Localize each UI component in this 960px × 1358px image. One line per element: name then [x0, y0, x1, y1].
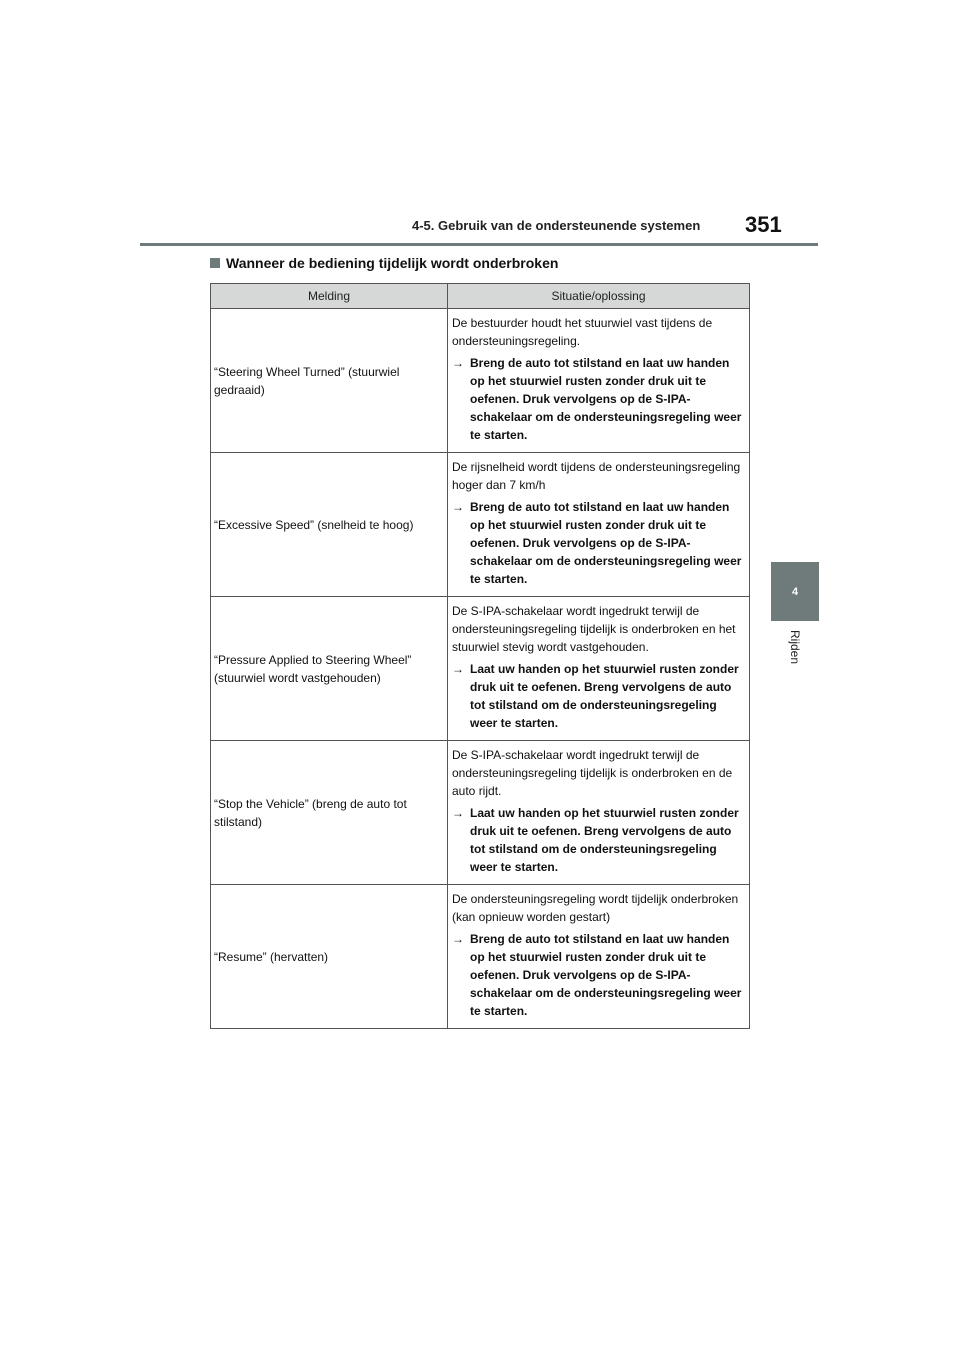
- melding-cell: “Resume” (hervatten): [211, 885, 448, 1029]
- section-heading-text: Wanneer de bediening tijdelijk wordt onderbroken: [226, 255, 559, 271]
- table-header-row: [211, 284, 750, 309]
- situatie-cell: [448, 309, 750, 453]
- situatie-description: De ondersteuningsregeling wordt tijdelijk onderbroken (kan opnieuw worden gestart): [452, 892, 739, 924]
- solution-text: Breng de auto tot stilstand en laat uw handen op het stuurwiel rusten zonder druk uit te oefenen. Druk vervolgens op de S-IPA-schakelaar om de ondersteuningsregeling weer te starten.: [470, 932, 742, 1018]
- arrow-right-icon: →: [452, 662, 464, 676]
- melding-cell: “Excessive Speed” (snelheid te hoog): [211, 453, 448, 597]
- arrow-right-icon: →: [452, 806, 464, 820]
- solution-text: Laat uw handen op het stuurwiel rusten zonder druk uit te oefenen. Breng vervolgens de auto tot stilstand om de ondersteuningsregeling weer te starten.: [470, 806, 739, 874]
- melding-cell: “Steering Wheel Turned” (stuurwiel gedraaid): [211, 309, 448, 453]
- melding-cell: “Stop the Vehicle” (breng de auto tot stilstand): [211, 741, 448, 885]
- situatie-cell: [448, 597, 750, 741]
- solution-item: [452, 660, 747, 732]
- situatie-cell: [448, 885, 750, 1029]
- table-row: [211, 309, 750, 453]
- situatie-description: De rijsnelheid wordt tijdens de ondersteuningsregeling hoger dan 7 km/h: [452, 460, 741, 492]
- chapter-number: 4: [791, 585, 799, 598]
- arrow-right-icon: →: [452, 932, 464, 946]
- arrow-right-icon: →: [452, 500, 464, 514]
- solution-item: [452, 354, 747, 444]
- table-row: [211, 597, 750, 741]
- situatie-description: De S-IPA-schakelaar wordt ingedrukt terwijl de ondersteuningsregeling tijdelijk is onderbroken en het stuurwiel stevig wordt vastgehouden.: [452, 604, 736, 654]
- column-header-situatie: Situatie/oplossing: [448, 284, 750, 309]
- page-number: 351: [745, 212, 782, 237]
- column-header-melding: Melding: [211, 284, 448, 309]
- square-bullet-icon: [210, 258, 220, 268]
- solution-text: Laat uw handen op het stuurwiel rusten zonder druk uit te oefenen. Breng vervolgens de auto tot stilstand om de ondersteuningsregeling weer te starten.: [470, 662, 739, 730]
- arrow-right-icon: →: [452, 356, 464, 370]
- solution-text: Breng de auto tot stilstand en laat uw handen op het stuurwiel rusten zonder druk uit te oefenen. Druk vervolgens op de S-IPA-schakelaar om de ondersteuningsregeling weer te starten.: [470, 356, 742, 442]
- header-section-title: 4-5. Gebruik van de ondersteunende systemen: [412, 218, 701, 233]
- chapter-label: Rijden: [788, 630, 802, 665]
- situatie-description: De S-IPA-schakelaar wordt ingedrukt terwijl de ondersteuningsregeling tijdelijk is onderbroken en de auto rijdt.: [452, 748, 733, 798]
- solution-item: [452, 930, 747, 1020]
- table-row: [211, 885, 750, 1029]
- situatie-description: De bestuurder houdt het stuurwiel vast tijdens de ondersteuningsregeling.: [452, 316, 713, 348]
- melding-cell: “Pressure Applied to Steering Wheel” (stuurwiel wordt vastgehouden): [211, 597, 448, 741]
- situatie-cell: [448, 453, 750, 597]
- header-divider: [140, 243, 818, 246]
- situatie-cell: [448, 741, 750, 885]
- message-table: [210, 283, 750, 1029]
- table-row: [211, 741, 750, 885]
- solution-text: Breng de auto tot stilstand en laat uw handen op het stuurwiel rusten zonder druk uit te oefenen. Druk vervolgens op de S-IPA-schakelaar om de ondersteuningsregeling weer te starten.: [470, 500, 742, 586]
- table-row: [211, 453, 750, 597]
- solution-item: [452, 498, 747, 588]
- chapter-tab: [771, 562, 819, 621]
- section-heading: [210, 255, 558, 271]
- solution-item: [452, 804, 747, 876]
